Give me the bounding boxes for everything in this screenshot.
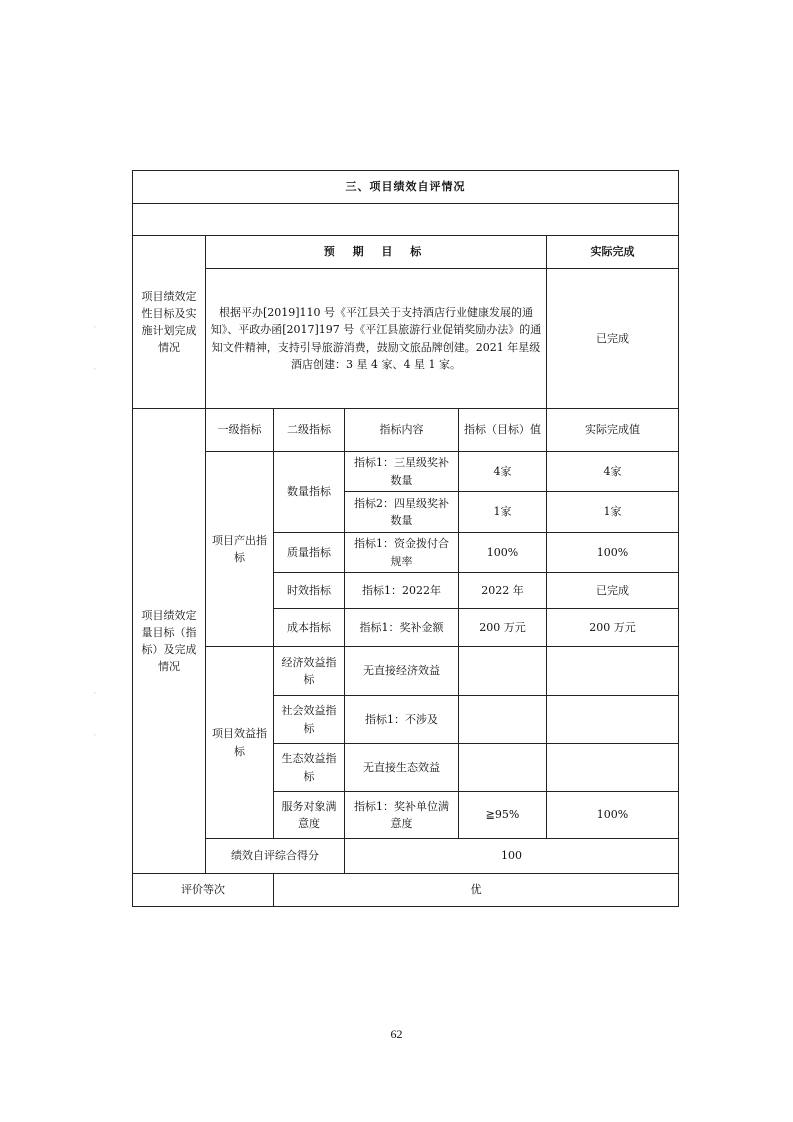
- table-row-actual: 已完成: [547, 573, 679, 609]
- quantitative-label: 项目绩效定量目标（指标）及完成情况: [133, 409, 206, 874]
- goal-actual-value: 已完成: [547, 269, 679, 409]
- table-row-content: 指标1：资金拨付合规率: [345, 533, 459, 573]
- quantity-indicator: 数量指标: [274, 452, 345, 533]
- table-row-target: 200 万元: [459, 609, 547, 647]
- col-header-content: 指标内容: [345, 409, 459, 452]
- table-row-target: ≧95%: [459, 792, 547, 839]
- overall-score-value: 100: [345, 839, 679, 874]
- table-row-target: 2022 年: [459, 573, 547, 609]
- table-row-content: 指标1：2022年: [345, 573, 459, 609]
- scan-mark: ◦: [93, 732, 97, 739]
- output-indicator-group: 项目产出指标: [206, 452, 274, 647]
- table-row-actual: [547, 744, 679, 792]
- col-header-level2: 二级指标: [274, 409, 345, 452]
- col-header-actual: 实际完成值: [547, 409, 679, 452]
- table-row-actual: 1家: [547, 492, 679, 533]
- table-row-target: 4家: [459, 452, 547, 492]
- expected-goal-header: 预 期 目 标: [206, 236, 547, 269]
- col-header-target: 指标（目标）值: [459, 409, 547, 452]
- quality-indicator: 质量指标: [274, 533, 345, 573]
- blank-row: [133, 204, 679, 236]
- ecological-benefit-indicator: 生态效益指标: [274, 744, 345, 792]
- economic-benefit-indicator: 经济效益指标: [274, 647, 345, 696]
- table-row-actual: 100%: [547, 792, 679, 839]
- table-row-content: 指标1：奖补金额: [345, 609, 459, 647]
- table-row-content: 指标1：不涉及: [345, 696, 459, 744]
- scan-mark: ◦: [93, 366, 97, 373]
- table-row-actual: 200 万元: [547, 609, 679, 647]
- table-row-actual: [547, 647, 679, 696]
- overall-score-label: 绩效自评综合得分: [206, 839, 345, 874]
- table-row-actual: 4家: [547, 452, 679, 492]
- table-row-target: [459, 696, 547, 744]
- table-row-content: 指标1：奖补单位满意度: [345, 792, 459, 839]
- col-header-level1: 一级指标: [206, 409, 274, 452]
- table-row-target: [459, 744, 547, 792]
- page-number: 62: [390, 1027, 403, 1041]
- table-row-content: 无直接经济效益: [345, 647, 459, 696]
- scan-mark: ◦: [93, 690, 97, 697]
- table-row-actual: [547, 696, 679, 744]
- section-title: 三、项目绩效自评情况: [133, 171, 679, 204]
- table-row-content: 指标1：三星级奖补数量: [345, 452, 459, 492]
- performance-table: [132, 170, 679, 907]
- scan-mark: ◦: [93, 324, 97, 331]
- cost-indicator: 成本指标: [274, 609, 345, 647]
- actual-completion-header: 实际完成: [547, 236, 679, 269]
- table-row-actual: 100%: [547, 533, 679, 573]
- timeliness-indicator: 时效指标: [274, 573, 345, 609]
- qualitative-label: 项目绩效定性目标及实施计划完成情况: [133, 236, 206, 409]
- goal-text: 根据平办[2019]110 号《平江县关于支持酒店行业健康发展的通知》、平政办函[2017]197 号《平江县旅游行业促销奖励办法》的通知文件精神，支持引导旅游消费，鼓励文旅品牌创建。2021 年星级酒店创建：3 星 4 家、4 星 1 家。: [206, 269, 547, 409]
- table-row-target: 100%: [459, 533, 547, 573]
- table-row-content: 指标2：四星级奖补数量: [345, 492, 459, 533]
- social-benefit-indicator: 社会效益指标: [274, 696, 345, 744]
- benefit-indicator-group: 项目效益指标: [206, 647, 274, 839]
- table-row-target: 1家: [459, 492, 547, 533]
- grade-value: 优: [274, 874, 679, 907]
- table-row-content: 无直接生态效益: [345, 744, 459, 792]
- grade-label: 评价等次: [133, 874, 274, 907]
- table-row-target: [459, 647, 547, 696]
- satisfaction-indicator: 服务对象满意度: [274, 792, 345, 839]
